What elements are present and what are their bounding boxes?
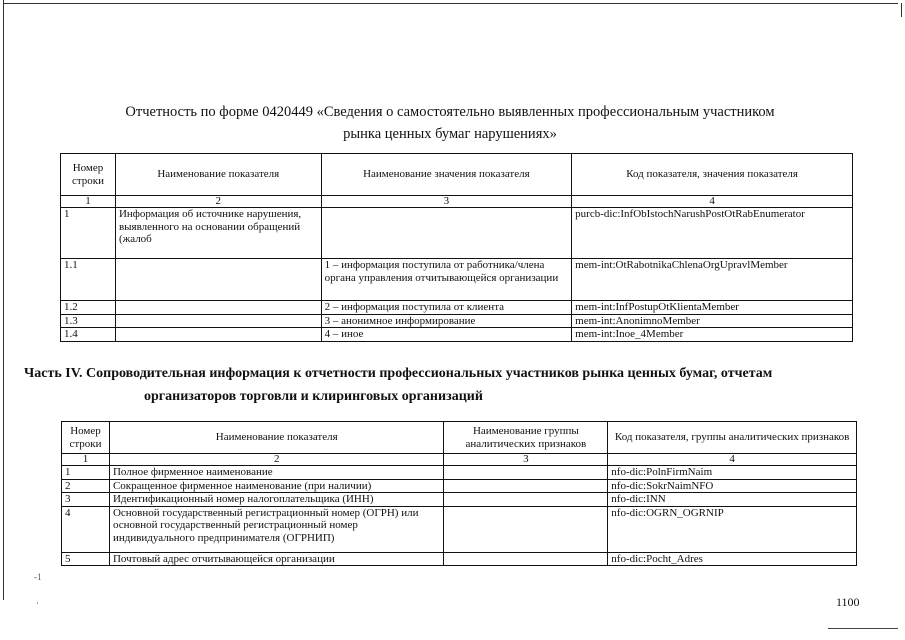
indicator-code: nfo-dic:PolnFirmNaim bbox=[608, 466, 857, 480]
section-heading bbox=[24, 362, 884, 408]
indicator-code: mem-int:AnonimnoMember bbox=[572, 314, 853, 328]
column-number: 3 bbox=[321, 196, 572, 208]
page-border-top bbox=[3, 3, 898, 4]
table-row bbox=[62, 552, 857, 566]
header-indicator-name: Наименование показателя bbox=[109, 422, 444, 454]
column-number: 4 bbox=[608, 454, 857, 466]
indicator-code: nfo-dic:OGRN_OGRNIP bbox=[608, 506, 857, 552]
margin-mark: · bbox=[36, 598, 39, 608]
table-header-row bbox=[62, 422, 857, 454]
group-name bbox=[444, 493, 608, 507]
table-row bbox=[62, 493, 857, 507]
indicator-name bbox=[115, 328, 321, 342]
section-heading-line-2: организаторов торговли и клиринговых организаций bbox=[144, 389, 483, 404]
title-line-2: рынка ценных бумаг нарушениях» bbox=[343, 126, 557, 142]
value-name: 1 – информация поступила от работника/члена органа управления отчитывающейся организации bbox=[321, 259, 572, 301]
indicator-name: Сокращенное фирменное наименование (при наличии) bbox=[109, 479, 444, 493]
document-title bbox=[100, 101, 800, 145]
header-row-number: Номер строки bbox=[62, 422, 110, 454]
table-row bbox=[61, 314, 853, 328]
header-code: Код показателя, группы аналитических признаков bbox=[608, 422, 857, 454]
column-number-row bbox=[61, 196, 853, 208]
group-name bbox=[444, 552, 608, 566]
table-row bbox=[61, 208, 853, 259]
column-number-row bbox=[62, 454, 857, 466]
column-number: 4 bbox=[572, 196, 853, 208]
indicator-name: Полное фирменное наименование bbox=[109, 466, 444, 480]
value-name: 2 – информация поступила от клиента bbox=[321, 301, 572, 315]
group-name bbox=[444, 479, 608, 493]
indicator-name bbox=[115, 301, 321, 315]
indicator-code: nfo-dic:INN bbox=[608, 493, 857, 507]
header-group-name: Наименование группы аналитических признаков bbox=[444, 422, 608, 454]
row-number: 1 bbox=[62, 466, 110, 480]
indicator-name: Идентификационный номер налогоплательщика (ИНН) bbox=[109, 493, 444, 507]
indicator-code: purcb-dic:InfObIstochNarushPostOtRabEnumerator bbox=[572, 208, 853, 259]
row-number: 5 bbox=[62, 552, 110, 566]
value-name: 3 – анонимное информирование bbox=[321, 314, 572, 328]
column-number: 1 bbox=[62, 454, 110, 466]
group-name bbox=[444, 466, 608, 480]
indicator-code: nfo-dic:Pocht_Adres bbox=[608, 552, 857, 566]
indicator-name: Почтовый адрес отчитывающейся организации bbox=[109, 552, 444, 566]
row-number: 1.4 bbox=[61, 328, 116, 342]
table-row bbox=[61, 259, 853, 301]
indicator-code: nfo-dic:SokrNaimNFO bbox=[608, 479, 857, 493]
indicator-name: Основной государственный регистрационный номер (ОГРН) или основной государственный регистрационный номер индивидуального предпринимателя (ОГРНИП) bbox=[109, 506, 444, 552]
header-code: Код показателя, значения показателя bbox=[572, 154, 853, 196]
indicator-name: Информация об источнике нарушения, выявленного на основании обращений (жалоб bbox=[115, 208, 321, 259]
margin-mark: -1 bbox=[34, 572, 42, 582]
value-name bbox=[321, 208, 572, 259]
row-number: 4 bbox=[62, 506, 110, 552]
header-indicator-name: Наименование показателя bbox=[115, 154, 321, 196]
title-line-1: Отчетность по форме 0420449 «Сведения о самостоятельно выявленных профессиональным участником bbox=[125, 104, 775, 120]
table-row bbox=[62, 479, 857, 493]
table-row bbox=[62, 466, 857, 480]
header-row-number: Номер строки bbox=[61, 154, 116, 196]
indicator-name bbox=[115, 259, 321, 301]
group-name bbox=[444, 506, 608, 552]
indicator-code: mem-int:InfPostupOtKlientaMember bbox=[572, 301, 853, 315]
value-name: 4 – иное bbox=[321, 328, 572, 342]
row-number: 1 bbox=[61, 208, 116, 259]
row-number: 1.1 bbox=[61, 259, 116, 301]
indicator-code: mem-int:Inoe_4Member bbox=[572, 328, 853, 342]
page-number: 1100 bbox=[836, 595, 860, 609]
row-number: 2 bbox=[62, 479, 110, 493]
section-heading-line-1: Часть IV. Сопроводительная информация к отчетности профессиональных участников рынка ценных бумаг, отчетам bbox=[24, 366, 773, 381]
row-number: 1.2 bbox=[61, 301, 116, 315]
violations-source-table bbox=[60, 153, 853, 342]
row-number: 3 bbox=[62, 493, 110, 507]
column-number: 2 bbox=[115, 196, 321, 208]
indicator-code: mem-int:OtRabotnikaChlenaOrgUpravlMember bbox=[572, 259, 853, 301]
page-border-right bbox=[901, 3, 902, 17]
table-header-row bbox=[61, 154, 853, 196]
row-number: 1.3 bbox=[61, 314, 116, 328]
accompanying-info-table bbox=[61, 421, 857, 566]
table-row bbox=[62, 506, 857, 552]
column-number: 2 bbox=[109, 454, 444, 466]
table-row bbox=[61, 328, 853, 342]
table-row bbox=[61, 301, 853, 315]
indicator-name bbox=[115, 314, 321, 328]
header-value-name: Наименование значения показателя bbox=[321, 154, 572, 196]
page-border-left bbox=[3, 0, 4, 600]
bottom-line bbox=[828, 628, 898, 629]
column-number: 1 bbox=[61, 196, 116, 208]
column-number: 3 bbox=[444, 454, 608, 466]
